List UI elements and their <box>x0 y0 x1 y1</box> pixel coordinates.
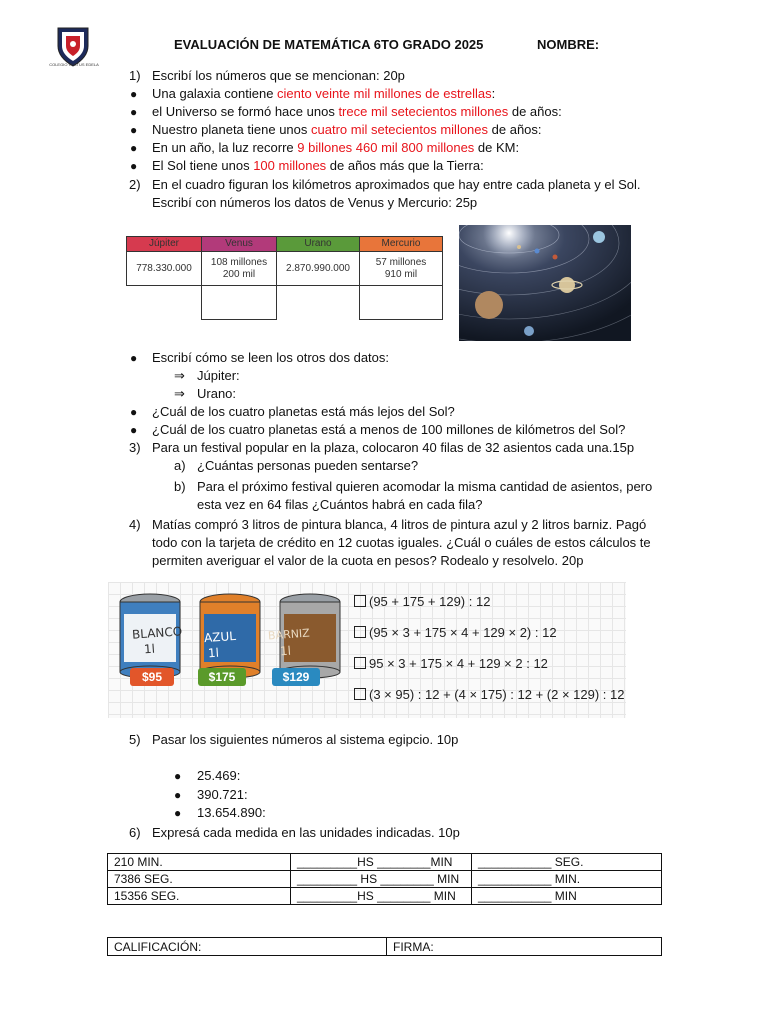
checkbox[interactable] <box>354 688 366 700</box>
can-label: AZUL <box>203 628 237 646</box>
units-cell: 7386 SEG. <box>108 871 291 888</box>
units-answer[interactable]: ___________ MIN. <box>472 871 662 888</box>
planet-table <box>126 236 443 320</box>
planet-value: 2.870.990.000 <box>277 252 360 286</box>
q2-text: En el cuadro figuran los kilómetros aproximados que hay entre cada planeta y el Sol. <box>152 177 641 192</box>
q4-text: permiten averiguar el valor de la cuota en pesos? Rodealo y resolvelo. 20p <box>152 553 584 568</box>
school-logo <box>49 24 99 70</box>
price-tag: $175 <box>198 668 246 686</box>
grade-label[interactable]: CALIFICACIÓN: <box>108 938 387 956</box>
grade-table <box>107 937 662 956</box>
q6-number: 6) <box>129 825 141 840</box>
units-cell: 210 MIN. <box>108 854 291 871</box>
units-answer[interactable]: ___________ SEG. <box>472 854 662 871</box>
q3-a-text: ¿Cuántas personas pueden sentarse? <box>197 458 419 473</box>
planet-value: 778.330.000 <box>127 252 202 286</box>
can-label: BARNIZ <box>267 626 311 643</box>
q5-item: 390.721: <box>197 787 248 802</box>
q3-b-text: esta vez en 64 filas ¿Cuántos habrá en cada fila? <box>197 497 483 512</box>
checkbox[interactable] <box>354 657 366 669</box>
table-row <box>108 871 662 888</box>
q2-sub-jupiter: Júpiter: <box>197 368 240 383</box>
q2-sub-urano: Urano: <box>197 386 237 401</box>
arrow-icon: ⇒ <box>174 368 185 383</box>
can-label: BLANCO <box>131 624 183 642</box>
q3-b-text: Para el próximo festival quieren acomodar la misma cantidad de asientos, pero <box>197 479 653 494</box>
q5-item: 13.654.890: <box>197 805 266 820</box>
page-title: EVALUACIÓN DE MATEMÁTICA 6TO GRADO 2025 <box>174 37 484 52</box>
q2-text: Escribí con números los datos de Venus y Mercurio: 25p <box>152 195 478 210</box>
q2-bullet: ¿Cuál de los cuatro planetas está a menos de 100 millones de kilómetros del Sol? <box>152 422 626 437</box>
q3-text: Para un festival popular en la plaza, colocaron 40 filas de 32 asientos cada una.15p <box>152 440 635 455</box>
option-1[interactable]: (95 + 175 + 129) : 12 <box>354 594 490 609</box>
q5-number: 5) <box>129 732 141 747</box>
option-4[interactable]: (3 × 95) : 12 + (4 × 175) : 12 + (2 × 129) : 12 <box>354 687 624 702</box>
q5-text: Pasar los siguientes números al sistema egipcio. 10p <box>152 732 459 747</box>
q1-number: 1) <box>129 68 141 83</box>
q5-item: 25.469: <box>197 768 241 783</box>
q2-bullet: Escribí cómo se leen los otros dos datos: <box>152 350 390 365</box>
signature-label[interactable]: FIRMA: <box>387 938 662 956</box>
paint-exercise-image <box>108 582 626 718</box>
can-liters: 1l <box>207 645 220 661</box>
arrow-icon: ⇒ <box>174 386 185 401</box>
planet-header: Júpiter <box>127 237 202 252</box>
q1-text: Escribí los números que se mencionan: 20p <box>152 68 405 83</box>
units-answer[interactable]: _________HS ________MIN <box>291 854 472 871</box>
planet-value: 57 millones 910 mil <box>360 252 443 286</box>
answer-cell-venus[interactable] <box>202 286 277 320</box>
q2-bullet: ¿Cuál de los cuatro planetas está más lejos del Sol? <box>152 404 455 419</box>
q2-number: 2) <box>129 177 141 192</box>
checkbox[interactable] <box>354 626 366 638</box>
planet-value: 108 millones 200 mil <box>202 252 277 286</box>
price-tag: $95 <box>130 668 174 686</box>
table-row <box>108 888 662 905</box>
units-answer[interactable]: _________ HS ________ MIN <box>291 871 472 888</box>
q3-b-label: b) <box>174 479 186 494</box>
q4-text: todo con la tarjeta de crédito en 12 cuotas iguales. ¿Cuál o cuáles de estos cálculos te <box>152 535 651 550</box>
units-table <box>107 853 662 905</box>
q4-number: 4) <box>129 517 141 532</box>
price-tag: $129 <box>272 668 320 686</box>
can-liters: 1l <box>143 641 156 657</box>
name-label: NOMBRE: <box>537 37 600 52</box>
planet-header: Mercurio <box>360 237 443 252</box>
option-2[interactable]: (95 × 3 + 175 × 4 + 129 × 2) : 12 <box>354 625 557 640</box>
option-3[interactable]: 95 × 3 + 175 × 4 + 129 × 2 : 12 <box>354 656 548 671</box>
answer-cell-mercurio[interactable] <box>360 286 443 320</box>
planet-header: Venus <box>202 237 277 252</box>
solar-system-image <box>459 225 631 341</box>
planet-header: Urano <box>277 237 360 252</box>
units-answer[interactable]: ___________ MIN <box>472 888 662 905</box>
q3-a-label: a) <box>174 458 186 473</box>
checkbox[interactable] <box>354 595 366 607</box>
can-liters: 1l <box>279 643 292 659</box>
q3-number: 3) <box>129 440 141 455</box>
units-answer[interactable]: _________HS ________ MIN <box>291 888 472 905</box>
school-logo-text: COLEGIO VESTUS EDELA <box>49 62 99 67</box>
table-row <box>108 854 662 871</box>
q6-text: Expresá cada medida en las unidades indicadas. 10p <box>152 825 460 840</box>
q4-text: Matías compró 3 litros de pintura blanca, 4 litros de pintura azul y 2 litros barniz. Pagó <box>152 517 647 532</box>
units-cell: 15356 SEG. <box>108 888 291 905</box>
